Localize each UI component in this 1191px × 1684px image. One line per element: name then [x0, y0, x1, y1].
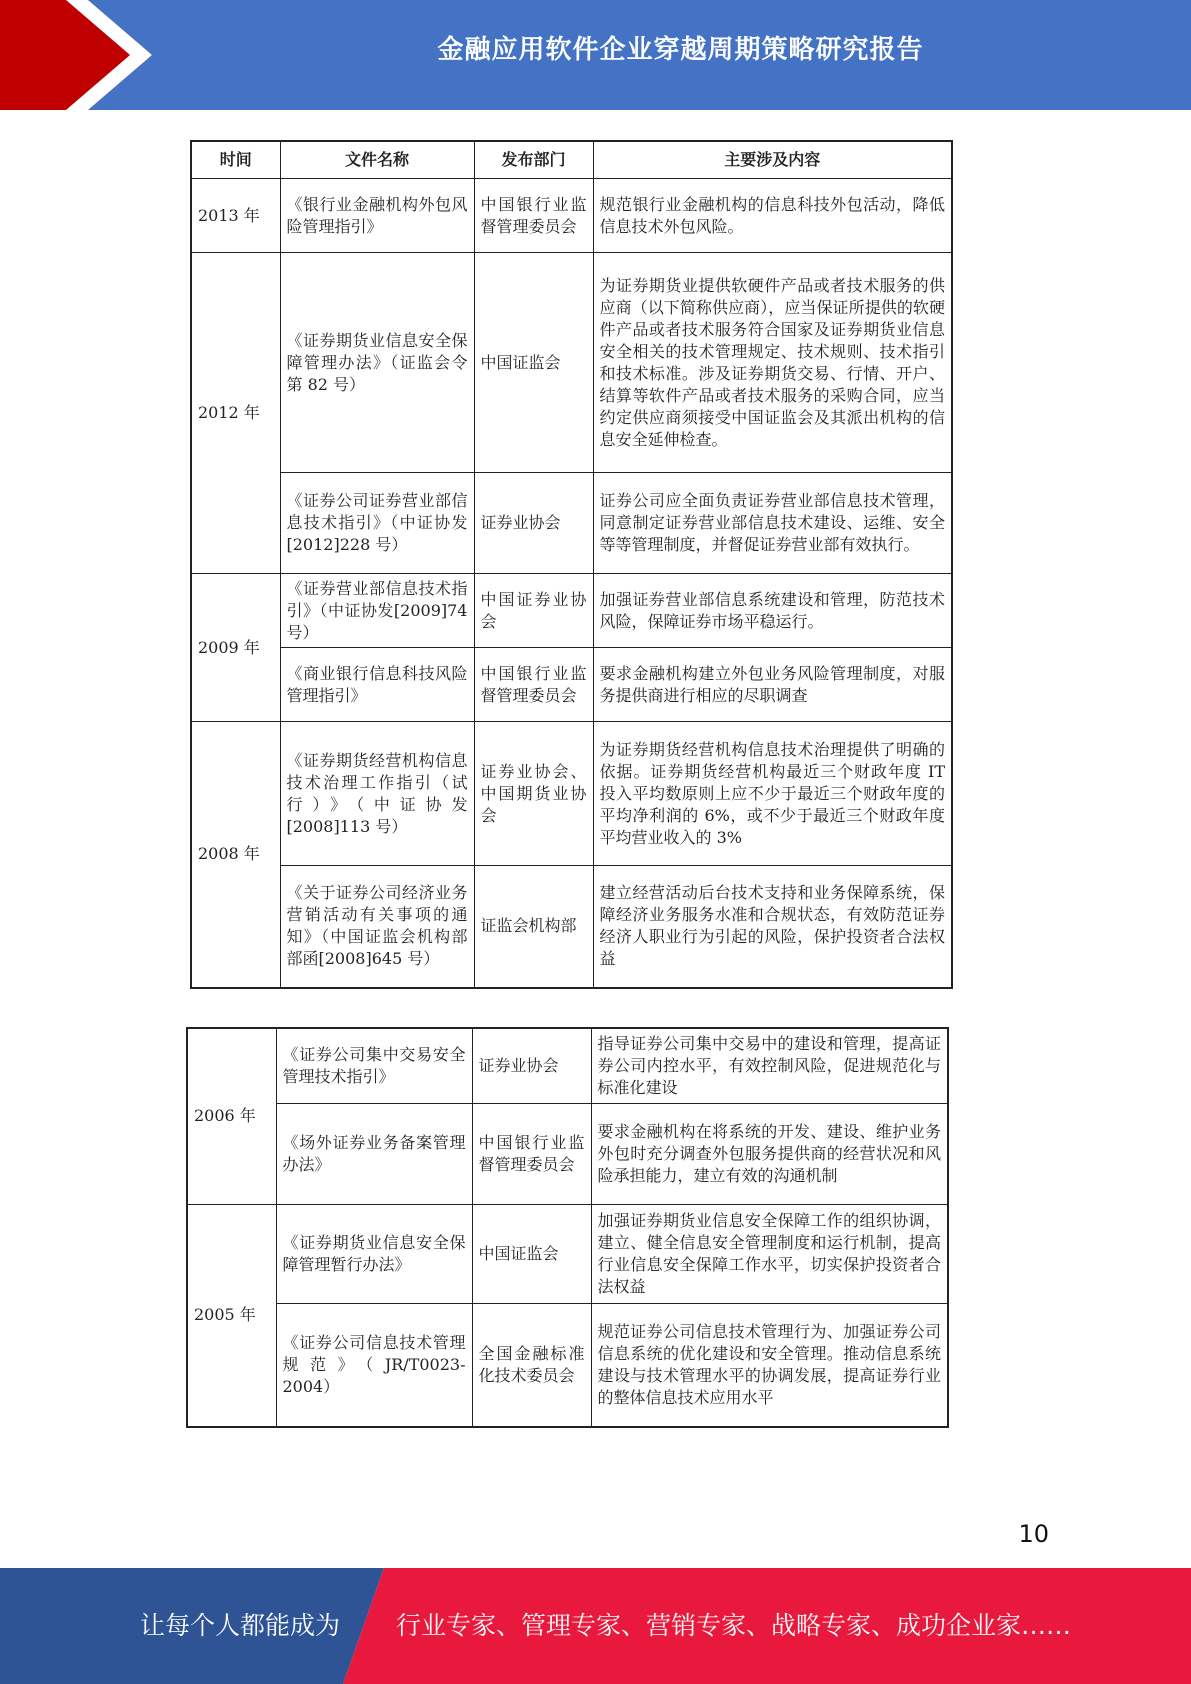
footer-slogan-left: 让每个人都能成为 [140, 1611, 341, 1640]
content-cell: 为证券期货业提供软硬件产品或者技术服务的供应商（以下简称供应商），应当保证所提供的软硬件产品或者技术服务符合国家及证券期货业信息安全相关的技术管理规定、技术规则、技术指引和技术标准。涉及证券期货交易、行情、开户、结算等软件产品或者技术服务的采购合同，应当约定供应商须接受中国证监会及其派出机构的信息安全延伸检查。 [593, 253, 952, 473]
table-row [191, 253, 952, 473]
content-cell: 指导证券公司集中交易中的建设和管理，提高证券公司内控水平，有效控制风险，促进规范化与标准化建设 [591, 1028, 948, 1103]
publisher-cell: 全国金融标准化技术委员会 [472, 1303, 591, 1427]
document-name-cell: 《证券期货经营机构信息技术治理工作指引（试行）》（中证协发[2008]113 号） [280, 722, 474, 866]
table-row [191, 648, 952, 722]
document-name-cell: 《场外证券业务备案管理办法》 [276, 1103, 472, 1204]
table-row [187, 1103, 948, 1204]
table-row [187, 1028, 948, 1103]
regulation-table-part2 [186, 1027, 949, 1428]
publisher-cell: 中国银行业监督管理委员会 [472, 1103, 591, 1204]
year-cell: 2013 年 [191, 179, 280, 253]
table-row [187, 1303, 948, 1427]
content-cell: 要求金融机构在将系统的开发、建设、维护业务外包时充分调查外包服务提供商的经营状况和风险承担能力，建立有效的沟通机制 [591, 1103, 948, 1204]
table-row [191, 574, 952, 648]
footer-slogan-right: 行业专家、管理专家、营销专家、战略专家、成功企业家…… [396, 1611, 1072, 1640]
table-header-row [191, 141, 952, 179]
report-title: 金融应用软件企业穿越周期策略研究报告 [437, 35, 924, 65]
header-document-name: 文件名称 [280, 141, 474, 179]
document-name-cell: 《证券期货业信息安全保障管理暂行办法》 [276, 1204, 472, 1303]
year-cell: 2009 年 [191, 574, 280, 722]
table-row [187, 1204, 948, 1303]
publisher-cell: 中国银行业监督管理委员会 [474, 648, 593, 722]
page-number: 10 [1018, 1520, 1049, 1548]
arrow-chevron-icon [0, 0, 160, 110]
publisher-cell: 证券业协会 [472, 1028, 591, 1103]
year-cell: 2008 年 [191, 722, 280, 988]
year-cell: 2006 年 [187, 1028, 276, 1204]
document-name-cell: 《证券公司集中交易安全管理技术指引》 [276, 1028, 472, 1103]
document-name-cell: 《银行业金融机构外包风险管理指引》 [280, 179, 474, 253]
content-cell: 证券公司应全面负责证券营业部信息技术管理，同意制定证券营业部信息技术建设、运维、安全等等管理制度，并督促证券营业部有效执行。 [593, 473, 952, 574]
table-row [191, 722, 952, 866]
header-main-content: 主要涉及内容 [593, 141, 952, 179]
content-cell: 规范证券公司信息技术管理行为、加强证券公司信息系统的优化建设和安全管理。推动信息系统建设与技术管理水平的协调发展，提高证券行业的整体信息技术应用水平 [591, 1303, 948, 1427]
content-cell: 要求金融机构建立外包业务风险管理制度，对服务提供商进行相应的尽职调查 [593, 648, 952, 722]
page-header [0, 0, 1191, 110]
content-cell: 加强证券营业部信息系统建设和管理，防范技术风险，保障证券市场平稳运行。 [593, 574, 952, 648]
document-name-cell: 《关于证券公司经济业务营销活动有关事项的通知》（中国证监会机构部部函[2008]645 号） [280, 866, 474, 988]
table-row [191, 179, 952, 253]
header-time: 时间 [191, 141, 280, 179]
publisher-cell: 证券业协会 [474, 473, 593, 574]
publisher-cell: 证监会机构部 [474, 866, 593, 988]
table-row [191, 866, 952, 988]
publisher-cell: 中国证监会 [472, 1204, 591, 1303]
table-row [191, 473, 952, 574]
content-cell: 规范银行业金融机构的信息科技外包活动，降低信息技术外包风险。 [593, 179, 952, 253]
document-name-cell: 《证券公司证券营业部信息技术指引》（中证协发[2012]228 号） [280, 473, 474, 574]
year-cell: 2012 年 [191, 253, 280, 574]
document-name-cell: 《证券公司信息技术管理规范》（JR/T0023-2004） [276, 1303, 472, 1427]
header-publisher: 发布部门 [474, 141, 593, 179]
publisher-cell: 中国证券业协会 [474, 574, 593, 648]
publisher-cell: 证券业协会、中国期货业协会 [474, 722, 593, 866]
publisher-cell: 中国证监会 [474, 253, 593, 473]
year-cell: 2005 年 [187, 1204, 276, 1427]
document-name-cell: 《证券营业部信息技术指引》（中证协发[2009]74 号） [280, 574, 474, 648]
content-cell: 建立经营活动后台技术支持和业务保障系统，保障经济业务服务水准和合规状态，有效防范证券经济人职业行为引起的风险，保护投资者合法权益 [593, 866, 952, 988]
content-cell: 为证券期货经营机构信息技术治理提供了明确的依据。证券期货经营机构最近三个财政年度 IT 投入平均数原则上应不少于最近三个财政年度的平均净利润的 6%，或不少于最近三个财政年度平均营业收入的 3% [593, 722, 952, 866]
document-name-cell: 《商业银行信息科技风险管理指引》 [280, 648, 474, 722]
regulation-table-part1 [190, 140, 953, 989]
publisher-cell: 中国银行业监督管理委员会 [474, 179, 593, 253]
content-cell: 加强证券期货业信息安全保障工作的组织协调，建立、健全信息安全管理制度和运行机制，提高行业信息安全保障工作水平，切实保护投资者合法权益 [591, 1204, 948, 1303]
page-footer [0, 1568, 1191, 1684]
document-name-cell: 《证券期货业信息安全保障管理办法》（证监会令第 82 号） [280, 253, 474, 473]
